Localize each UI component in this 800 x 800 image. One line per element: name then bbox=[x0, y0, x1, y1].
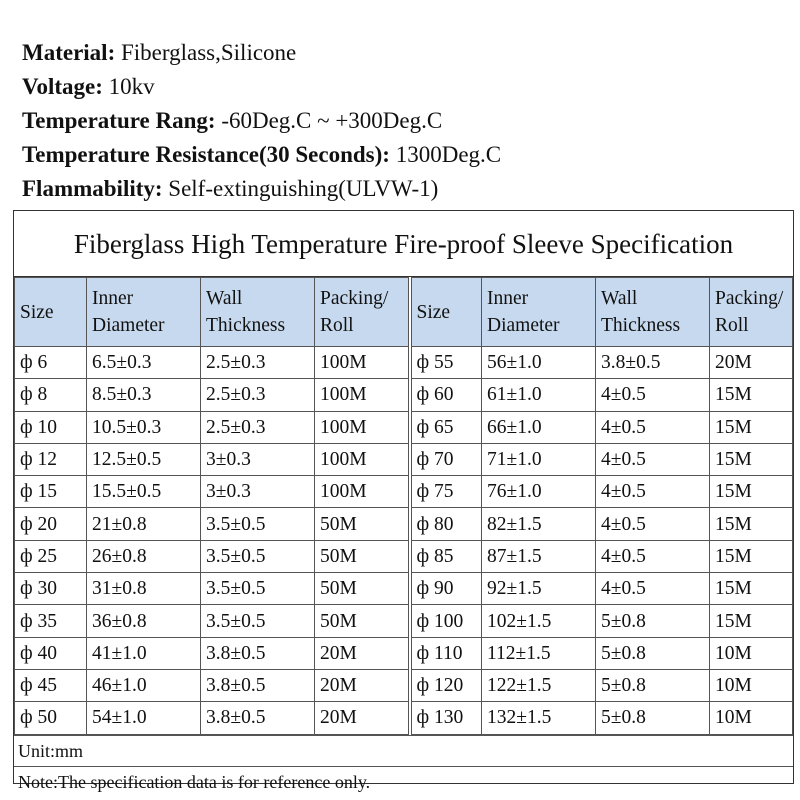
spec-flammability bbox=[22, 172, 501, 206]
cell-inner-diameter: 41±1.0 bbox=[87, 637, 201, 669]
cell-wall-thickness: 4±0.5 bbox=[596, 508, 710, 540]
cell-size: ф 25 bbox=[15, 540, 87, 572]
cell-inner-diameter: 6.5±0.3 bbox=[87, 347, 201, 379]
cell-wall-thickness: 3.8±0.5 bbox=[596, 347, 710, 379]
cell-wall-thickness: 5±0.8 bbox=[596, 702, 710, 734]
cell-packing-roll: 15M bbox=[710, 379, 793, 411]
spec-table-container bbox=[13, 210, 794, 792]
spec-list bbox=[22, 36, 501, 206]
cell-inner-diameter: 66±1.0 bbox=[482, 411, 596, 443]
cell-size: ф 15 bbox=[15, 476, 87, 508]
cell-wall-thickness: 3±0.3 bbox=[201, 476, 315, 508]
cell-size: ф 20 bbox=[15, 508, 87, 540]
spec-voltage bbox=[22, 70, 501, 104]
cell-size: ф 8 bbox=[15, 379, 87, 411]
cell-size: ф 85 bbox=[410, 540, 482, 572]
cell-wall-thickness: 3.8±0.5 bbox=[201, 637, 315, 669]
table-row bbox=[15, 573, 793, 605]
table-header-row bbox=[15, 278, 793, 347]
spec-table bbox=[14, 277, 793, 735]
header-inner-diameter bbox=[482, 278, 596, 347]
table-row bbox=[15, 702, 793, 734]
table-body bbox=[15, 347, 793, 735]
cell-wall-thickness: 4±0.5 bbox=[596, 573, 710, 605]
spec-label: Flammability: bbox=[22, 176, 163, 201]
header-line-2: Diameter bbox=[92, 315, 165, 336]
unit-row: Unit:mm bbox=[14, 735, 793, 766]
cell-wall-thickness: 3±0.3 bbox=[201, 443, 315, 475]
cell-packing-roll: 15M bbox=[710, 573, 793, 605]
cell-inner-diameter: 54±1.0 bbox=[87, 702, 201, 734]
cell-size: ф 75 bbox=[410, 476, 482, 508]
spec-label: Temperature Resistance(30 Seconds): bbox=[22, 142, 390, 167]
cell-packing-roll: 50M bbox=[315, 508, 410, 540]
header-size bbox=[410, 278, 482, 347]
cell-packing-roll: 10M bbox=[710, 669, 793, 701]
spec-label: Temperature Rang: bbox=[22, 108, 216, 133]
cell-size: ф 10 bbox=[15, 411, 87, 443]
cell-wall-thickness: 3.8±0.5 bbox=[201, 669, 315, 701]
cell-wall-thickness: 2.5±0.3 bbox=[201, 411, 315, 443]
cell-inner-diameter: 12.5±0.5 bbox=[87, 443, 201, 475]
cell-size: ф 50 bbox=[15, 702, 87, 734]
cell-inner-diameter: 92±1.5 bbox=[482, 573, 596, 605]
cell-packing-roll: 10M bbox=[710, 637, 793, 669]
spec-label: Voltage: bbox=[22, 74, 103, 99]
cell-packing-roll: 15M bbox=[710, 411, 793, 443]
cell-inner-diameter: 87±1.5 bbox=[482, 540, 596, 572]
cell-wall-thickness: 3.5±0.5 bbox=[201, 540, 315, 572]
spec-value: 1300Deg.C bbox=[395, 142, 502, 167]
cell-inner-diameter: 31±0.8 bbox=[87, 573, 201, 605]
table-row bbox=[15, 540, 793, 572]
table-row bbox=[15, 476, 793, 508]
cell-packing-roll: 15M bbox=[710, 508, 793, 540]
header-line-1: Inner bbox=[487, 288, 529, 309]
cell-inner-diameter: 8.5±0.3 bbox=[87, 379, 201, 411]
table-row bbox=[15, 411, 793, 443]
cell-packing-roll: 15M bbox=[710, 605, 793, 637]
cell-inner-diameter: 56±1.0 bbox=[482, 347, 596, 379]
spec-value: Fiberglass,Silicone bbox=[120, 40, 297, 65]
header-line-1: Wall bbox=[206, 288, 243, 309]
cell-size: ф 45 bbox=[15, 669, 87, 701]
cell-size: ф 130 bbox=[410, 702, 482, 734]
cell-inner-diameter: 102±1.5 bbox=[482, 605, 596, 637]
spec-material bbox=[22, 36, 501, 70]
cell-wall-thickness: 4±0.5 bbox=[596, 379, 710, 411]
cell-packing-roll: 50M bbox=[315, 573, 410, 605]
cell-packing-roll: 100M bbox=[315, 347, 410, 379]
cell-packing-roll: 10M bbox=[710, 702, 793, 734]
spec-temperature-resistance bbox=[22, 138, 501, 172]
cell-inner-diameter: 46±1.0 bbox=[87, 669, 201, 701]
header-wall-thickness bbox=[596, 278, 710, 347]
header-line-1: Wall bbox=[601, 288, 638, 309]
header-line-2: Roll bbox=[320, 315, 354, 336]
header-line-1: Inner bbox=[92, 288, 134, 309]
cell-wall-thickness: 4±0.5 bbox=[596, 540, 710, 572]
cell-packing-roll: 50M bbox=[315, 605, 410, 637]
cell-packing-roll: 15M bbox=[710, 443, 793, 475]
spec-value: Self-extinguishing(ULVW-1) bbox=[168, 176, 439, 201]
cell-size: ф 80 bbox=[410, 508, 482, 540]
cell-wall-thickness: 5±0.8 bbox=[596, 669, 710, 701]
header-line-2: Diameter bbox=[487, 315, 560, 336]
cell-inner-diameter: 76±1.0 bbox=[482, 476, 596, 508]
table-row bbox=[15, 669, 793, 701]
cell-wall-thickness: 3.8±0.5 bbox=[201, 702, 315, 734]
cell-inner-diameter: 71±1.0 bbox=[482, 443, 596, 475]
cell-wall-thickness: 5±0.8 bbox=[596, 605, 710, 637]
cell-size: ф 90 bbox=[410, 573, 482, 605]
header-line-2: Roll bbox=[715, 315, 749, 336]
cell-size: ф 70 bbox=[410, 443, 482, 475]
table-row bbox=[15, 347, 793, 379]
spec-temperature-range bbox=[22, 104, 501, 138]
cell-inner-diameter: 21±0.8 bbox=[87, 508, 201, 540]
cell-packing-roll: 20M bbox=[315, 702, 410, 734]
cell-inner-diameter: 10.5±0.3 bbox=[87, 411, 201, 443]
cell-inner-diameter: 122±1.5 bbox=[482, 669, 596, 701]
header-line-1: Size bbox=[416, 301, 451, 323]
cell-size: ф 12 bbox=[15, 443, 87, 475]
cell-inner-diameter: 36±0.8 bbox=[87, 605, 201, 637]
cell-wall-thickness: 4±0.5 bbox=[596, 476, 710, 508]
cell-packing-roll: 100M bbox=[315, 411, 410, 443]
cell-size: ф 30 bbox=[15, 573, 87, 605]
header-size bbox=[15, 278, 87, 347]
header-wall-thickness bbox=[201, 278, 315, 347]
cell-size: ф 65 bbox=[410, 411, 482, 443]
cell-wall-thickness: 4±0.5 bbox=[596, 411, 710, 443]
cell-wall-thickness: 5±0.8 bbox=[596, 637, 710, 669]
spec-value: 10kv bbox=[108, 74, 155, 99]
note-row: Note:The specification data is for reference only. bbox=[14, 766, 793, 797]
header-line-2: Thickness bbox=[601, 315, 681, 336]
cell-inner-diameter: 61±1.0 bbox=[482, 379, 596, 411]
header-line-1: Size bbox=[20, 301, 54, 323]
cell-inner-diameter: 15.5±0.5 bbox=[87, 476, 201, 508]
cell-inner-diameter: 132±1.5 bbox=[482, 702, 596, 734]
table-row bbox=[15, 508, 793, 540]
cell-wall-thickness: 3.5±0.5 bbox=[201, 573, 315, 605]
cell-size: ф 100 bbox=[410, 605, 482, 637]
cell-size: ф 110 bbox=[410, 637, 482, 669]
cell-wall-thickness: 4±0.5 bbox=[596, 443, 710, 475]
cell-packing-roll: 20M bbox=[315, 669, 410, 701]
table-row bbox=[15, 443, 793, 475]
header-line-1: Packing/ bbox=[320, 288, 389, 309]
header-packing-roll bbox=[315, 278, 410, 347]
table-title: Fiberglass High Temperature Fire-proof Sleeve Specification bbox=[14, 211, 793, 277]
cell-packing-roll: 100M bbox=[315, 476, 410, 508]
cell-wall-thickness: 2.5±0.3 bbox=[201, 379, 315, 411]
cell-wall-thickness: 3.5±0.5 bbox=[201, 508, 315, 540]
cell-packing-roll: 100M bbox=[315, 443, 410, 475]
cell-packing-roll: 15M bbox=[710, 476, 793, 508]
cell-inner-diameter: 112±1.5 bbox=[482, 637, 596, 669]
cell-size: ф 6 bbox=[15, 347, 87, 379]
cell-inner-diameter: 82±1.5 bbox=[482, 508, 596, 540]
cell-wall-thickness: 2.5±0.3 bbox=[201, 347, 315, 379]
table-row bbox=[15, 605, 793, 637]
table-row bbox=[15, 379, 793, 411]
header-line-2: Thickness bbox=[206, 315, 286, 336]
cell-packing-roll: 20M bbox=[315, 637, 410, 669]
cell-size: ф 55 bbox=[410, 347, 482, 379]
cell-packing-roll: 15M bbox=[710, 540, 793, 572]
cell-packing-roll: 50M bbox=[315, 540, 410, 572]
header-inner-diameter bbox=[87, 278, 201, 347]
cell-size: ф 120 bbox=[410, 669, 482, 701]
spec-value: -60Deg.C ~ +300Deg.C bbox=[221, 108, 443, 133]
table-row bbox=[15, 637, 793, 669]
cell-packing-roll: 100M bbox=[315, 379, 410, 411]
spec-label: Material: bbox=[22, 40, 116, 65]
header-line-1: Packing/ bbox=[715, 288, 784, 309]
cell-size: ф 35 bbox=[15, 605, 87, 637]
cell-size: ф 40 bbox=[15, 637, 87, 669]
header-packing-roll bbox=[710, 278, 793, 347]
cell-wall-thickness: 3.5±0.5 bbox=[201, 605, 315, 637]
cell-size: ф 60 bbox=[410, 379, 482, 411]
cell-inner-diameter: 26±0.8 bbox=[87, 540, 201, 572]
cell-packing-roll: 20M bbox=[710, 347, 793, 379]
